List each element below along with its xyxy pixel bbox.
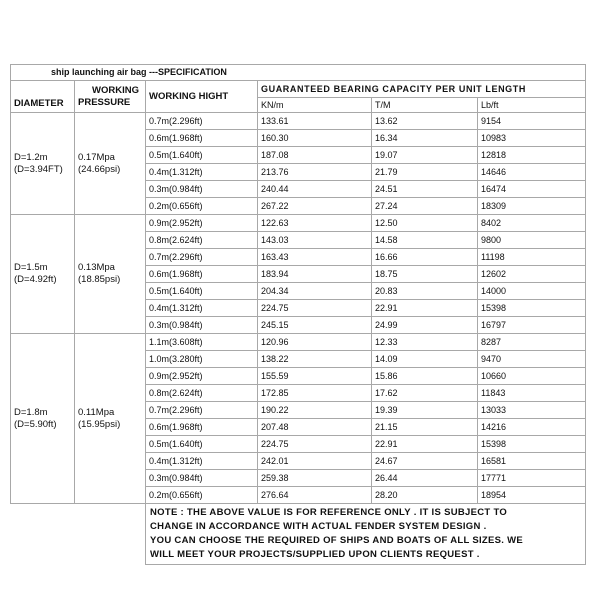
- lbft-cell: 18954: [478, 487, 586, 504]
- lbft-cell: 17771: [478, 470, 586, 487]
- diameter-header: [11, 81, 75, 113]
- pressure-cell: [75, 215, 146, 334]
- diameter-line: D=1.2m: [14, 151, 48, 163]
- pressure-cell: [75, 334, 146, 504]
- knm-cell: 224.75: [258, 436, 372, 453]
- knm-cell: 267.22: [258, 198, 372, 215]
- diameter-line: (D=4.92ft): [14, 274, 57, 285]
- note-blank-cell: [11, 504, 146, 565]
- tm-cell: 19.07: [372, 147, 478, 164]
- working-height-cell: 0.7m(2.296ft): [146, 402, 258, 419]
- lbft-cell: 16474: [478, 181, 586, 198]
- diameter-cell: [11, 334, 75, 504]
- working-height-cell: 0.2m(0.656ft): [146, 487, 258, 504]
- working-height-cell: 0.8m(2.624ft): [146, 385, 258, 402]
- table-title: ship launching air bag ---SPECIFICATION: [11, 65, 586, 81]
- lbft-cell: 18309: [478, 198, 586, 215]
- pressure-line: (15.95psi): [78, 418, 121, 430]
- working-pressure-header: [75, 81, 146, 113]
- diameter-cell: [11, 215, 75, 334]
- tm-cell: 26.44: [372, 470, 478, 487]
- working-height-cell: 0.7m(2.296ft): [146, 249, 258, 266]
- knm-cell: 276.64: [258, 487, 372, 504]
- working-height-cell: 1.1m(3.608ft): [146, 334, 258, 351]
- working-height-cell: 0.6m(1.968ft): [146, 419, 258, 436]
- knm-cell: 259.38: [258, 470, 372, 487]
- lbft-cell: 8287: [478, 334, 586, 351]
- tm-cell: 14.58: [372, 232, 478, 249]
- working-height-cell: 1.0m(3.280ft): [146, 351, 258, 368]
- tm-cell: 24.67: [372, 453, 478, 470]
- working-height-cell: 0.2m(0.656ft): [146, 198, 258, 215]
- working-height-cell: 0.4m(1.312ft): [146, 300, 258, 317]
- table-row: [11, 215, 586, 232]
- tm-cell: 24.51: [372, 181, 478, 198]
- tm-cell: 22.91: [372, 436, 478, 453]
- working-height-cell: 0.5m(1.640ft): [146, 283, 258, 300]
- lbft-cell: 14000: [478, 283, 586, 300]
- tm-cell: 17.62: [372, 385, 478, 402]
- tm-cell: 24.99: [372, 317, 478, 334]
- capacity-header: GUARANTEED BEARING CAPACITY PER UNIT LENGTH: [258, 81, 586, 98]
- tm-cell: 18.75: [372, 266, 478, 283]
- diameter-header-label: DIAMETER: [14, 98, 64, 109]
- working-height-cell: 0.3m(0.984ft): [146, 181, 258, 198]
- lbft-cell: 10660: [478, 368, 586, 385]
- diameter-cell: [11, 113, 75, 215]
- knm-cell: 204.34: [258, 283, 372, 300]
- knm-cell: 120.96: [258, 334, 372, 351]
- lbft-cell: 9800: [478, 232, 586, 249]
- lbft-cell: 12818: [478, 147, 586, 164]
- working-pressure-header-line2: PRESSURE: [78, 96, 131, 108]
- title-row: [11, 65, 586, 81]
- table-row: [11, 334, 586, 351]
- diameter-line: (D=3.94FT): [14, 163, 63, 175]
- working-height-cell: 0.6m(1.968ft): [146, 130, 258, 147]
- diameter-line: (D=5.90ft): [14, 418, 57, 430]
- working-height-cell: 0.7m(2.296ft): [146, 113, 258, 130]
- working-height-header: [146, 81, 258, 113]
- tm-cell: 16.66: [372, 249, 478, 266]
- table-row: [11, 113, 586, 130]
- pressure-cell: [75, 113, 146, 215]
- working-height-cell: 0.3m(0.984ft): [146, 317, 258, 334]
- working-height-cell: 0.6m(1.968ft): [146, 266, 258, 283]
- pressure-line: 0.17Mpa: [78, 151, 115, 163]
- knm-cell: 242.01: [258, 453, 372, 470]
- knm-cell: 183.94: [258, 266, 372, 283]
- knm-cell: 138.22: [258, 351, 372, 368]
- working-height-cell: 0.9m(2.952ft): [146, 368, 258, 385]
- header-row: [11, 81, 586, 98]
- lbft-cell: 10983: [478, 130, 586, 147]
- working-height-header-label: WORKING HIGHT: [149, 91, 229, 102]
- tm-cell: 13.62: [372, 113, 478, 130]
- lbft-cell: 14646: [478, 164, 586, 181]
- tm-cell: 19.39: [372, 402, 478, 419]
- knm-cell: 207.48: [258, 419, 372, 436]
- working-height-cell: 0.5m(1.640ft): [146, 147, 258, 164]
- spec-table: [10, 64, 586, 565]
- knm-cell: 133.61: [258, 113, 372, 130]
- pressure-line: (24.66psi): [78, 163, 121, 175]
- tm-cell: 28.20: [372, 487, 478, 504]
- knm-cell: 190.22: [258, 402, 372, 419]
- note-line: WILL MEET YOUR PROJECTS/SUPPLIED UPON CLIENTS REQUEST .: [150, 549, 480, 560]
- working-height-cell: 0.9m(2.952ft): [146, 215, 258, 232]
- tm-cell: 15.86: [372, 368, 478, 385]
- working-height-cell: 0.5m(1.640ft): [146, 436, 258, 453]
- working-height-cell: 0.4m(1.312ft): [146, 453, 258, 470]
- diameter-line: D=1.5m: [14, 262, 48, 273]
- lbft-cell: 15398: [478, 300, 586, 317]
- unit-tm-header: T/M: [372, 98, 478, 113]
- working-height-cell: 0.8m(2.624ft): [146, 232, 258, 249]
- knm-cell: 163.43: [258, 249, 372, 266]
- note-cell: [146, 504, 586, 565]
- tm-cell: 16.34: [372, 130, 478, 147]
- knm-cell: 143.03: [258, 232, 372, 249]
- lbft-cell: 15398: [478, 436, 586, 453]
- diameter-line: D=1.8m: [14, 406, 48, 418]
- tm-cell: 20.83: [372, 283, 478, 300]
- note-line: CHANGE IN ACCORDANCE WITH ACTUAL FENDER SYSTEM DESIGN .: [150, 521, 487, 532]
- knm-cell: 245.15: [258, 317, 372, 334]
- tm-cell: 27.24: [372, 198, 478, 215]
- note-line: NOTE : THE ABOVE VALUE IS FOR REFERENCE ONLY . IT IS SUBJECT TO: [150, 507, 508, 518]
- tm-cell: 21.15: [372, 419, 478, 436]
- lbft-cell: 9154: [478, 113, 586, 130]
- tm-cell: 14.09: [372, 351, 478, 368]
- lbft-cell: 8402: [478, 215, 586, 232]
- knm-cell: 155.59: [258, 368, 372, 385]
- tm-cell: 21.79: [372, 164, 478, 181]
- note-body: [11, 504, 586, 565]
- note-line: YOU CAN CHOOSE THE REQUIRED OF SHIPS AND BOATS OF ALL SIZES. WE: [150, 535, 524, 546]
- knm-cell: 160.30: [258, 130, 372, 147]
- lbft-cell: 11198: [478, 249, 586, 266]
- knm-cell: 240.44: [258, 181, 372, 198]
- lbft-cell: 11843: [478, 385, 586, 402]
- tm-cell: 12.50: [372, 215, 478, 232]
- note-row: [11, 504, 586, 565]
- spec-table-body: [11, 65, 586, 504]
- lbft-cell: 9470: [478, 351, 586, 368]
- pressure-line: 0.11Mpa: [78, 406, 115, 418]
- tm-cell: 22.91: [372, 300, 478, 317]
- unit-lbft-header: Lb/ft: [478, 98, 586, 113]
- working-pressure-header-line1: WORKING: [92, 84, 139, 96]
- lbft-cell: 12602: [478, 266, 586, 283]
- lbft-cell: 16581: [478, 453, 586, 470]
- working-height-cell: 0.4m(1.312ft): [146, 164, 258, 181]
- spec-sheet: [10, 64, 585, 565]
- knm-cell: 213.76: [258, 164, 372, 181]
- knm-cell: 187.08: [258, 147, 372, 164]
- unit-knm-header: KN/m: [258, 98, 372, 113]
- lbft-cell: 16797: [478, 317, 586, 334]
- pressure-line: 0.13Mpa: [78, 262, 115, 273]
- working-height-cell: 0.3m(0.984ft): [146, 470, 258, 487]
- knm-cell: 224.75: [258, 300, 372, 317]
- knm-cell: 172.85: [258, 385, 372, 402]
- pressure-line: (18.85psi): [78, 274, 121, 285]
- knm-cell: 122.63: [258, 215, 372, 232]
- tm-cell: 12.33: [372, 334, 478, 351]
- lbft-cell: 14216: [478, 419, 586, 436]
- lbft-cell: 13033: [478, 402, 586, 419]
